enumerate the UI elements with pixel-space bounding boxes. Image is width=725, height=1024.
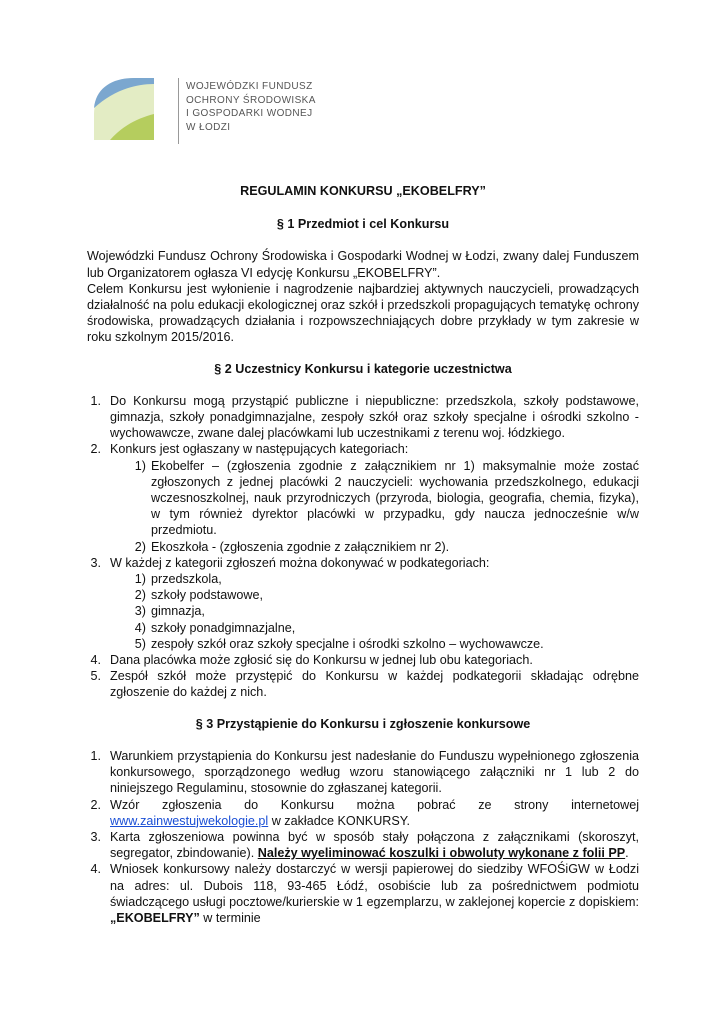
- sublist: [110, 458, 639, 555]
- list-item: 3. W każdej z kategorii zgłoszeń można dokonywać w podkategoriach: 1) przedszkola, 2) szkoły podstawowe, 3) gimnazja, 4) szkoły ponadgimnazjalne, 5) zespoły szkół oraz szkoły specjalne i ośrodki szkolno – wychowawcze.: [87, 555, 639, 652]
- website-link[interactable]: www.zainwestujwekologie.pl: [110, 813, 269, 828]
- sublist-item: 5) zespoły szkół oraz szkoły specjalne i ośrodki szkolno – wychowawcze.: [134, 636, 544, 651]
- sublist-item: 1) Ekobelfer – (zgłoszenia zgodnie z załącznikiem nr 1) maksymalnie może zostać zgłoszonych z jednej placówki 2 nauczycieli: wychowania przedszkolnego, edukacji wczesnoszkolnej, nauk przyrodniczych (przyroda, biologia, geografia, chemia, fizyka), w tym również dyrektor placówki w przypadku, gdy naucza jednocześnie w/w przedmiotu.: [134, 458, 639, 538]
- sublist-item: 4) szkoły ponadgimnazjalne,: [134, 620, 296, 635]
- list-item: 1. Warunkiem przystąpienia do Konkursu jest nadesłanie do Funduszu wypełnionego zgłoszenia konkursowego, sporządzonego według wzoru stanowiącego załączniki nr 1 lub 2 do niniejszego Regulaminu, stosownie do zgłaszanej kategorii.: [90, 748, 639, 796]
- section-1-paragraph-1: Wojewódzki Fundusz Ochrony Środowiska i Gospodarki Wodnej w Łodzi, zwany dalej Funduszem lub Organizatorem ogłasza VI edycję Konkursu „EKOBELFRY”.: [87, 249, 639, 280]
- sublist-item: 2) szkoły podstawowe,: [134, 588, 263, 603]
- section-3-heading: § 3 Przystąpienie do Konkursu i zgłoszenie konkursowe: [195, 716, 531, 731]
- section-3-list: [87, 748, 639, 926]
- logo-text: [186, 80, 316, 134]
- list-item: 4. Dana placówka może zgłosić się do Konkursu w jednej lub obu kategoriach.: [90, 653, 533, 668]
- sublist-item: 2) Ekoszkoła - (zgłoszenia zgodnie z załącznikiem nr 2).: [134, 539, 450, 554]
- document-title: REGULAMIN KONKURSU „EKOBELFRY”: [240, 184, 486, 198]
- sublist: [110, 571, 639, 652]
- list-item: 2. Konkurs jest ogłaszany w następujących kategoriach: 1) Ekobelfer – (zgłoszenia zgodnie z załącznikiem nr 1) maksymalnie może zostać zgłoszonych z jednej placówki 2 nauczycieli: wychowania przedszkolnego, edukacji wczesnoszkolnej, nauk przyrodniczych (przyroda, biologia, geografia, chemia, fizyka), w tym również dyrektor placówki w przypadku, gdy naucza jednocześnie w/w przedmiotu. 2) Ekoszkoła - (zgłoszenia zgodnie z załącznikiem nr 2).: [90, 442, 639, 554]
- section-2-list: [87, 393, 639, 701]
- section-1-body: [87, 248, 639, 345]
- list-item: 4. Wniosek konkursowy należy dostarczyć w wersji papierowej do siedziby WFOŚiGW w Łodzi na adres: ul. Dubois 118, 93-465 Łódź, osobiście lub za pośrednictwem podmiotu świadczącego usługi pocztowe/kurierskie w 1 egzemplarzu, w zaklejonej kopercie z dopiskiem: „EKOBELFRY” w terminie: [90, 862, 639, 925]
- list-item: 5. Zespół szkół może przystępić do Konkursu w każdej podkategorii składając odrębne zgłoszenie do każdej z nich.: [90, 669, 639, 700]
- sublist-item: 1) przedszkola,: [134, 572, 222, 587]
- list-item: 2. Wzór zgłoszenia do Konkursu można pobrać ze strony internetowej www.zainwestujwekologie.pl w zakładce KONKURSY.: [90, 797, 639, 828]
- emphasis-keyword: „EKOBELFRY”: [110, 910, 200, 925]
- logo-divider: [178, 78, 179, 144]
- logo-line-3: I GOSPODARKI WODNEJ: [186, 108, 313, 119]
- logo-line-2: OCHRONY ŚRODOWISKA: [186, 94, 316, 106]
- list-item: 3. Karta zgłoszeniowa powinna być w sposób stały połączona z załącznikami (skoroszyt, segregator, zbindowanie). Należy wyeliminować koszulki i obwoluty wykonane z folii PP.: [90, 829, 639, 861]
- section-1-heading: § 1 Przedmiot i cel Konkursu: [276, 217, 450, 232]
- section-1-paragraph-2: Celem Konkursu jest wyłonienie i nagrodzenie najbardziej aktywnych nauczycieli, prowadzących działalność na polu edukacji ekologicznej oraz szkół i przedszkoli propagujących tematykę ochrony środowiska, prowadzących działania i rozpowszechniających dobre przykłady w tym zakresie w roku szkolnym 2015/2016.: [87, 281, 639, 345]
- logo-line-1: WOJEWÓDZKI FUNDUSZ: [186, 81, 313, 92]
- emphasis-note: Należy wyeliminować koszulki i obwoluty wykonane z folii PP: [257, 846, 626, 861]
- sublist-item: 3) gimnazja,: [134, 604, 205, 619]
- section-2-heading: § 2 Uczestnicy Konkursu i kategorie uczestnictwa: [214, 361, 512, 376]
- list-item: 1. Do Konkursu mogą przystąpić publiczne i niepubliczne: przedszkola, szkoły podstawowe, gimnazja, szkoły ponadgimnazjalne, zespoły szkół oraz szkoły specjalne i ośrodki szkolno - wychowawcze, zwane dalej placówkami lub uczestnikami z terenu woj. łódzkiego.: [90, 393, 639, 441]
- logo-line-4: W ŁODZI: [186, 121, 231, 133]
- document-body: [87, 183, 639, 926]
